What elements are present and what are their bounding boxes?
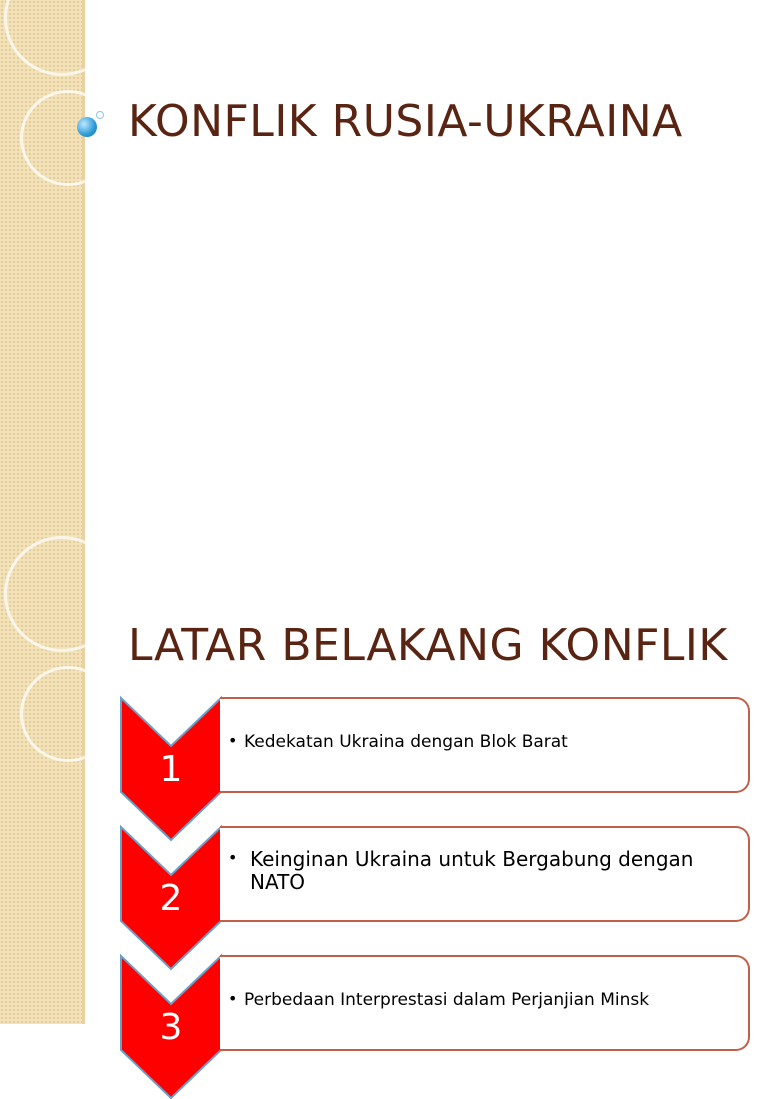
list-item bbox=[120, 955, 752, 1051]
stripe-edge bbox=[82, 0, 85, 576]
item-text: Keinginan Ukraina untuk Bergabung dengan NATO bbox=[250, 847, 694, 894]
decorative-ring bbox=[20, 666, 116, 762]
item-text-box bbox=[220, 826, 750, 922]
slide-2 bbox=[0, 576, 768, 1048]
item-number: 3 bbox=[159, 1007, 183, 1048]
list-item bbox=[120, 826, 752, 922]
item-text-box bbox=[220, 955, 750, 1051]
decorative-ring bbox=[4, 536, 120, 652]
item-number: 2 bbox=[159, 878, 183, 919]
slide-1-title: KONFLIK RUSIA-UKRAINA bbox=[128, 96, 683, 147]
blue-bubble-icon bbox=[77, 117, 97, 137]
slide-2-title: LATAR BELAKANG KONFLIK bbox=[128, 620, 728, 671]
small-bubble-icon bbox=[96, 111, 104, 119]
item-text: Kedekatan Ukraina dengan Blok Barat bbox=[244, 732, 568, 752]
item-text-box bbox=[220, 697, 750, 793]
decorative-ring bbox=[20, 90, 116, 186]
bullet-icon: • bbox=[228, 731, 238, 750]
item-text: Perbedaan Interprestasi dalam Perjanjian Minsk bbox=[244, 990, 650, 1010]
decorative-stripe bbox=[0, 0, 82, 576]
bullet-icon: • bbox=[228, 848, 238, 867]
list-item bbox=[120, 697, 752, 793]
item-number: 1 bbox=[159, 749, 183, 790]
bullet-icon: • bbox=[228, 989, 238, 1008]
